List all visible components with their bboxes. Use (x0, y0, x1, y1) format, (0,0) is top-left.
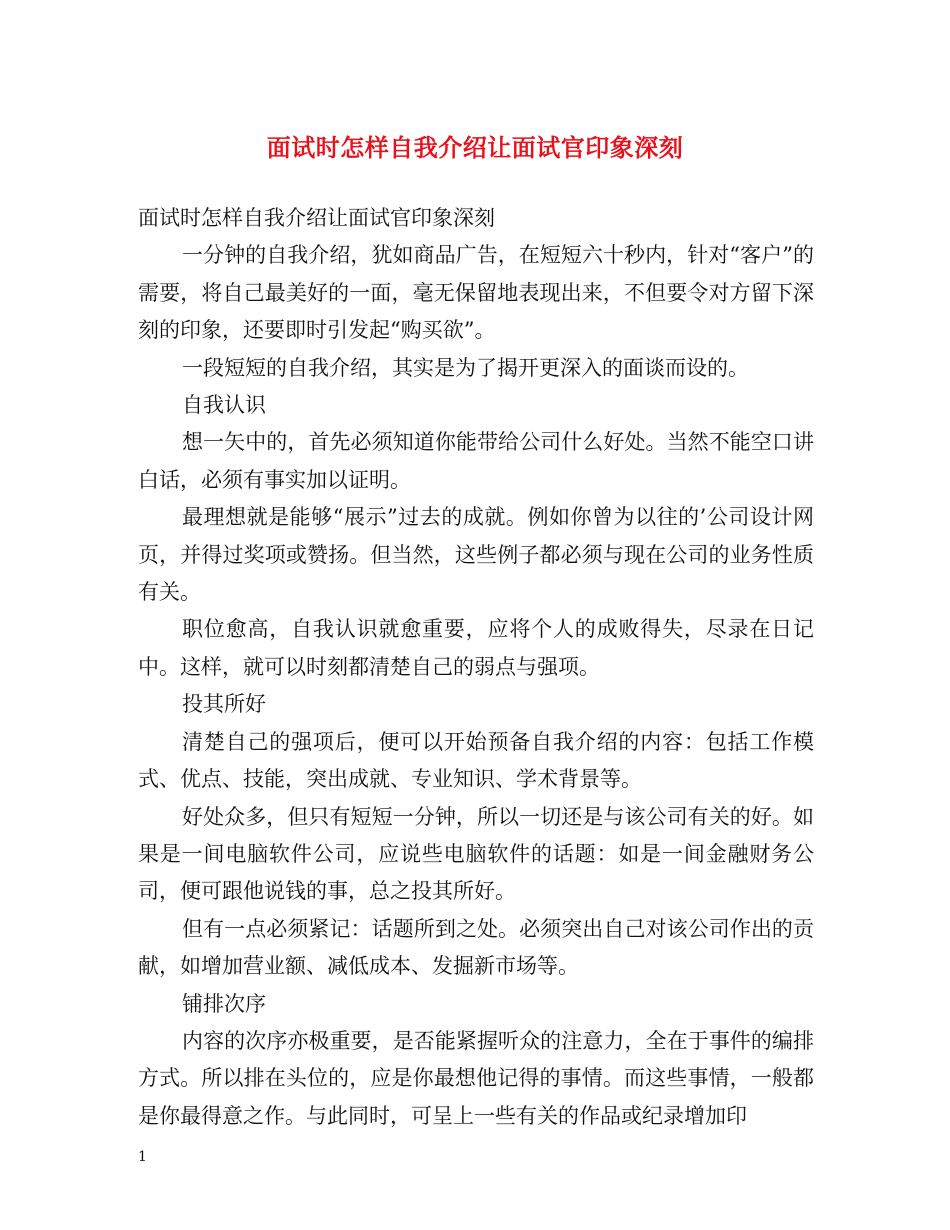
paragraph: 但有一点必须紧记：话题所到之处。必须突出自己对该公司作出的贡献，如增加营业额、减低成本、发掘新市场等。 (138, 916, 814, 979)
section-heading: 投其所好 (182, 692, 266, 717)
paragraph: 想一矢中的，首先必须知道你能带给公司什么好处。当然不能空口讲白话，必须有事实加以证明。 (138, 430, 814, 492)
paragraph: 一段短短的自我介绍，其实是为了揭开更深入的面谈而设的。 (182, 355, 749, 380)
paragraph: 最理想就是能够“展示”过去的成就。例如你曾为以往的’公司设计网页，并得过奖项或赞扬。但当然，这些例子都必须与现在公司的业务性质有关。 (138, 505, 814, 605)
page-number: 1 (138, 1149, 147, 1165)
paragraph: 一分钟的自我介绍，犹如商品广告，在短短六十秒内，针对“客户”的需要，将自己最美好的一面，毫无保留地表现出来，不但要令对方留下深刻的印象，还要即时引发起“购买欲”。 (138, 243, 814, 343)
document-body (138, 200, 814, 1135)
paragraph: 清楚自己的强项后，便可以开始预备自我介绍的内容：包括工作模式、优点、技能，突出成就、专业知识、学术背景等。 (138, 729, 814, 792)
section-heading: 自我认识 (182, 393, 266, 418)
paragraph: 职位愈高，自我认识就愈重要，应将个人的成败得失，尽录在日记中。这样，就可以时刻都清楚自己的弱点与强项。 (138, 617, 814, 679)
paragraph: 内容的次序亦极重要，是否能紧握听众的注意力，全在于事件的编排方式。所以排在头位的，应是你最想他记得的事情。而这些事情，一般都是你最得意之作。与此同时，可呈上一些有关的作品或纪录增加印 (138, 1028, 814, 1128)
paragraph: 面试时怎样自我介绍让面试官印象深刻 (138, 206, 495, 230)
section-heading: 铺排次序 (182, 991, 266, 1016)
document-title: 面试时怎样自我介绍让面试官印象深刻 (266, 133, 684, 162)
paragraph: 好处众多，但只有短短一分钟，所以一切还是与该公司有关的好。如果是一间电脑软件公司，应说些电脑软件的话题：如是一间金融财务公司，便可跟他说钱的事，总之投其所好。 (138, 804, 814, 904)
